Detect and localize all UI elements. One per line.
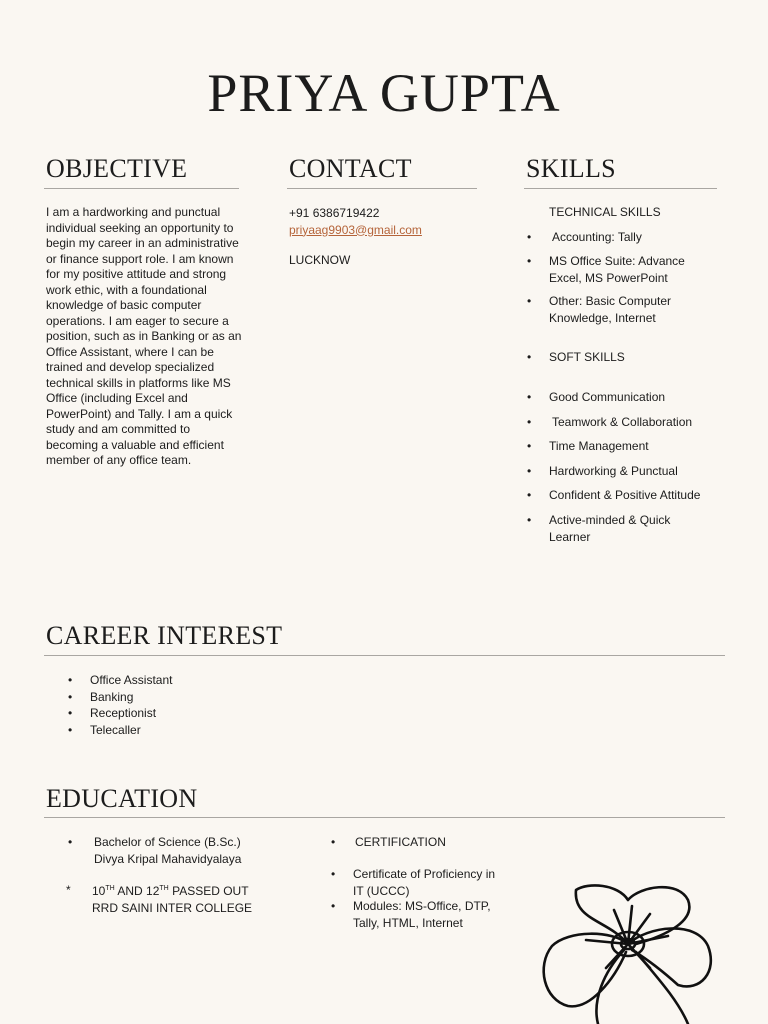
list-item	[68, 705, 157, 722]
list-item	[527, 487, 701, 504]
bullet-icon: •	[68, 673, 73, 687]
list-item	[527, 512, 689, 545]
objective-text: I am a hardworking and punctual individual seeking an opportunity to begin my career in an administrative or finance support role. I am known for my positive attitude and strong work ethic, with a foundational knowledge of basic computer operations. I am eager to secure a position, such as in Banking or as an Office Assistant, where I can be trained and develop specialized technical skills in platforms like MS Office (including Excel and PowerPoint) and Tally. I am a quick study and am committed to becoming a valuable and efficient member of any office team.	[46, 205, 242, 467]
email-link[interactable]: priyaag9903@gmail.com	[289, 222, 422, 237]
objective-heading: OBJECTIVE	[46, 154, 188, 183]
list-item	[331, 834, 446, 851]
bullet-icon: •	[527, 415, 532, 429]
skills-divider	[524, 188, 717, 189]
list-item	[68, 689, 134, 706]
list-item	[527, 253, 709, 286]
skill-label: Confident & Positive Attitude	[549, 488, 701, 502]
bullet-icon: •	[527, 390, 532, 404]
phone-number: +91 6386719422	[289, 206, 380, 220]
list-item	[527, 229, 709, 246]
contact-heading: CONTACT	[289, 154, 412, 183]
skill-label: Other: Basic Computer Knowledge, Internet	[549, 294, 672, 325]
skill-label: Accounting: Tally	[552, 230, 642, 244]
list-item	[527, 438, 649, 455]
career-divider	[44, 655, 725, 656]
degree: Bachelor of Science (B.Sc.)	[94, 835, 241, 849]
skill-label: Good Communication	[549, 390, 666, 404]
asterisk-icon: *	[66, 883, 71, 897]
bullet-icon: •	[331, 867, 336, 881]
bullet-icon: •	[527, 513, 532, 527]
career-item: Telecaller	[90, 723, 141, 737]
skill-label: Hardworking & Punctual	[549, 464, 678, 478]
college: Divya Kripal Mahavidyalaya	[94, 851, 242, 866]
skill-label: MS Office Suite: Advance Excel, MS PowerPoint	[549, 254, 685, 285]
bullet-icon: •	[331, 899, 336, 913]
skill-label: Active-minded & Quick Learner	[549, 513, 671, 544]
technical-skills-heading: TECHNICAL SKILLS	[549, 205, 661, 219]
bullet-icon: •	[527, 294, 532, 308]
certification-heading: CERTIFICATION	[355, 835, 446, 849]
list-item	[331, 866, 508, 899]
bullet-icon: •	[527, 488, 532, 502]
career-interest-heading: CAREER INTEREST	[46, 621, 283, 650]
city: LUCKNOW	[289, 253, 351, 267]
candidate-name: PRIYA GUPTA	[207, 63, 561, 123]
career-item: Receptionist	[90, 706, 157, 720]
career-item: Office Assistant	[90, 673, 173, 687]
bullet-icon: •	[68, 835, 73, 849]
certification-item: Certificate of Proficiency in IT (UCCC)	[353, 867, 496, 898]
school-name: RRD SAINI INTER COLLEGE	[92, 900, 253, 915]
objective-divider	[44, 188, 239, 189]
contact-divider	[287, 188, 477, 189]
school-qualification: 10TH AND 12TH PASSED OUT	[92, 884, 249, 898]
list-item	[68, 722, 141, 739]
bullet-icon: •	[527, 350, 532, 364]
list-item	[527, 349, 625, 366]
bullet-icon: •	[68, 723, 73, 737]
bullet-icon: •	[527, 439, 532, 453]
career-item: Banking	[90, 690, 134, 704]
bullet-icon: •	[527, 254, 532, 268]
skills-heading: SKILLS	[526, 154, 616, 183]
list-item	[527, 463, 678, 480]
education-divider	[44, 817, 725, 818]
skill-label: Time Management	[549, 439, 649, 453]
contact-block	[289, 205, 422, 269]
bullet-icon: •	[331, 835, 336, 849]
soft-skills-heading: SOFT SKILLS	[549, 350, 625, 364]
skill-label: Teamwork & Collaboration	[552, 415, 693, 429]
list-item	[527, 414, 693, 431]
bullet-icon: •	[527, 464, 532, 478]
list-item	[527, 293, 709, 326]
list-item	[527, 389, 666, 406]
bullet-icon: •	[527, 230, 532, 244]
bullet-icon: •	[68, 690, 73, 704]
education-heading: EDUCATION	[46, 784, 198, 813]
list-item	[66, 881, 253, 916]
flower-illustration	[528, 880, 728, 1024]
list-item	[331, 898, 503, 931]
certification-item: Modules: MS-Office, DTP, Tally, HTML, Internet	[353, 899, 491, 930]
list-item	[68, 834, 242, 867]
bullet-icon: •	[68, 706, 73, 720]
list-item	[68, 672, 173, 689]
